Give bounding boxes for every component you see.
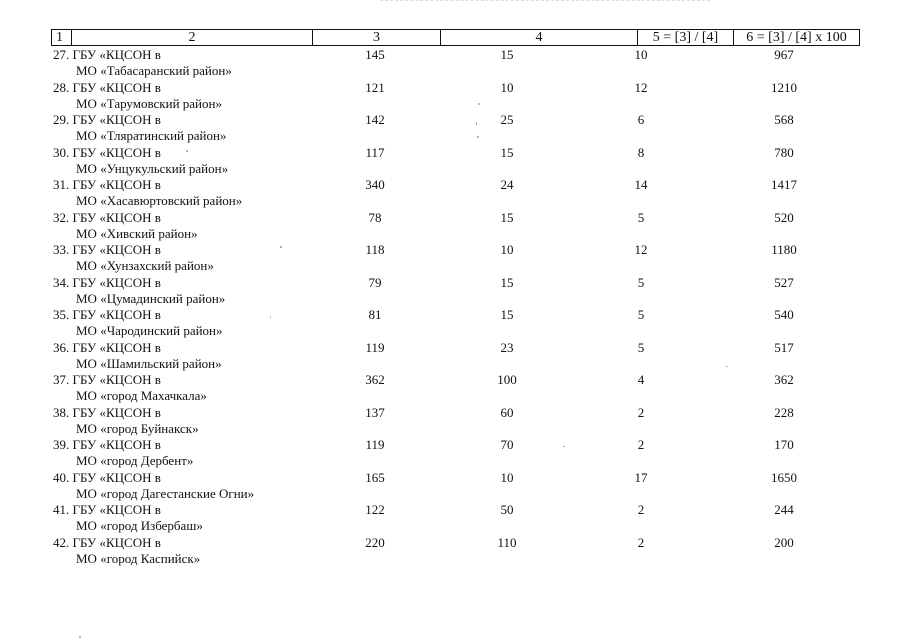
institution-name-cell [53,177,242,209]
table-row [0,275,905,308]
table-row [0,177,905,210]
value-col-4: 100 [497,372,517,387]
institution-name-cell [53,470,254,502]
table-row [0,80,905,113]
value-col-3: 122 [365,502,385,517]
institution-name-cell [53,210,198,242]
institution-name-cell [53,145,228,177]
institution-name-line1: 39. ГБУ «КЦСОН в [53,437,161,452]
table-row [0,405,905,438]
value-col-5: 2 [637,437,645,452]
scan-speck [476,122,477,125]
value-col-6: 362 [774,372,794,387]
value-col-3: 118 [365,242,385,257]
institution-name-cell [53,275,225,307]
institution-name-cell [53,242,214,274]
value-col-5: 2 [637,404,645,420]
institution-name-cell [53,372,207,404]
value-col-4: 25 [500,112,514,127]
table-row [0,210,905,243]
header-col-3: 3 [313,30,441,45]
value-col-6: 1650 [771,469,797,485]
scan-artifact-top [380,0,710,5]
table-row [0,502,905,535]
institution-name-line2: МО «Хасавюртовский район» [76,193,243,208]
header-col-1: 1 [52,30,72,45]
table-row [0,535,905,568]
institution-name-cell [53,502,203,534]
value-col-5: 12 [634,242,648,257]
institution-name-line1: 34. ГБУ «КЦСОН в [53,274,161,290]
table-body [0,47,905,567]
institution-name-line2: МО «город Каспийск» [76,550,201,566]
institution-name-line1: 33. ГБУ «КЦСОН в [53,242,161,257]
institution-name-line2: МО «Хивский район» [76,225,198,241]
header-col-6: 6 = [3] / [4] x 100 [746,30,847,45]
value-col-4: 15 [500,47,514,62]
institution-name-line1: 30. ГБУ «КЦСОН в [53,144,161,160]
value-col-6: 1180 [771,242,797,257]
institution-name-line2: МО «Тляратинский район» [76,128,227,143]
value-col-6: 1417 [771,177,797,192]
value-col-4: 15 [500,307,514,322]
value-col-6: 568 [774,112,794,127]
value-col-3: 165 [365,469,385,485]
value-col-5: 2 [637,502,645,517]
value-col-6: 520 [774,209,794,225]
institution-name-line1: 28. ГБУ «КЦСОН в [53,79,161,95]
scan-speck [280,246,282,248]
table-header-row [51,29,860,46]
value-col-6: 967 [774,47,794,62]
institution-name-line1: 31. ГБУ «КЦСОН в [53,177,161,192]
institution-name-line1: 32. ГБУ «КЦСОН в [53,209,161,225]
table-row [0,340,905,373]
value-col-4: 10 [500,469,514,485]
value-col-3: 79 [368,274,382,290]
value-col-3: 81 [368,307,382,322]
table-row [0,437,905,470]
value-col-5: 5 [637,274,645,290]
value-col-3: 121 [365,79,385,95]
value-col-5: 5 [637,209,645,225]
institution-name-line2: МО «Хунзахский район» [76,258,214,273]
institution-name-line2: МО «город Махачкала» [76,388,207,403]
value-col-4: 60 [500,404,514,420]
value-col-5: 12 [634,79,648,95]
value-col-3: 119 [365,339,385,355]
institution-name-line2: МО «Чародинский район» [76,323,223,338]
institution-name-line1: 40. ГБУ «КЦСОН в [53,469,161,485]
institution-name-cell [53,80,222,112]
table-row [0,145,905,178]
table-row [0,372,905,405]
value-col-6: 200 [774,534,794,550]
value-col-4: 10 [500,79,514,95]
scan-speck [563,446,565,447]
value-col-3: 145 [365,47,385,62]
value-col-6: 170 [774,437,794,452]
institution-name-line2: МО «город Дербент» [76,453,194,468]
institution-name-cell [53,405,199,437]
value-col-5: 10 [634,47,648,62]
value-col-5: 4 [637,372,645,387]
table-row [0,242,905,275]
institution-name-cell [53,307,223,339]
institution-name-cell [53,437,193,469]
institution-name-cell [53,340,222,372]
value-col-3: 220 [365,534,385,550]
institution-name-cell [53,535,200,567]
value-col-6: 244 [774,502,794,517]
table-row [0,470,905,503]
value-col-5: 8 [637,144,645,160]
table-row [0,307,905,340]
value-col-3: 78 [368,209,382,225]
table-row [0,112,905,145]
scan-speck [477,136,479,138]
value-col-6: 780 [774,144,794,160]
value-col-5: 5 [637,339,645,355]
value-col-3: 117 [365,144,385,160]
institution-name-line1: 41. ГБУ «КЦСОН в [53,502,161,517]
scan-speck [186,150,188,152]
institution-name-line2: МО «город Избербаш» [76,518,203,533]
table-row [0,47,905,80]
value-col-5: 6 [637,112,645,127]
value-col-4: 50 [500,502,514,517]
value-col-6: 540 [774,307,794,322]
header-col-5: 5 = [3] / [4] [638,30,734,45]
scan-speck [270,316,271,318]
institution-name-line2: МО «Цумадинский район» [76,290,226,306]
institution-name-line2: МО «Табасаранский район» [76,63,232,78]
scan-speck [478,103,480,105]
institution-name-line2: МО «город Дагестанские Огни» [76,485,255,501]
value-col-6: 527 [774,274,794,290]
value-col-3: 142 [365,112,385,127]
value-col-6: 517 [774,339,794,355]
institution-name-line2: МО «Унцукульский район» [76,160,229,176]
value-col-4: 10 [500,242,514,257]
value-col-4: 110 [497,534,517,550]
value-col-3: 362 [365,372,385,387]
value-col-4: 23 [500,339,514,355]
value-col-6: 1210 [771,79,797,95]
value-col-6: 228 [774,404,794,420]
header-col-2: 2 [72,30,313,45]
institution-name-line1: 35. ГБУ «КЦСОН в [53,307,161,322]
institution-name-line2: МО «Шамильский район» [76,355,222,371]
value-col-5: 5 [637,307,645,322]
value-col-4: 15 [500,274,514,290]
value-col-4: 24 [500,177,514,192]
value-col-3: 119 [365,437,385,452]
value-col-3: 137 [365,404,385,420]
scan-speck [79,636,81,638]
value-col-5: 17 [634,469,648,485]
institution-name-line1: 36. ГБУ «КЦСОН в [53,339,161,355]
header-col-4: 4 [441,30,638,45]
institution-name-line1: 27. ГБУ «КЦСОН в [53,47,161,62]
institution-name-line1: 42. ГБУ «КЦСОН в [53,534,161,550]
value-col-4: 15 [500,209,514,225]
value-col-5: 14 [634,177,648,192]
institution-name-line1: 37. ГБУ «КЦСОН в [53,372,161,387]
value-col-4: 15 [500,144,514,160]
institution-name-cell [53,112,226,144]
institution-name-line2: МО «Тарумовский район» [76,95,222,111]
institution-name-line1: 38. ГБУ «КЦСОН в [53,404,161,420]
institution-name-line2: МО «город Буйнакск» [76,420,199,436]
institution-name-line1: 29. ГБУ «КЦСОН в [53,112,161,127]
value-col-4: 70 [500,437,514,452]
value-col-3: 340 [365,177,385,192]
institution-name-cell [53,47,232,79]
value-col-5: 2 [637,534,645,550]
scan-speck [726,366,728,367]
